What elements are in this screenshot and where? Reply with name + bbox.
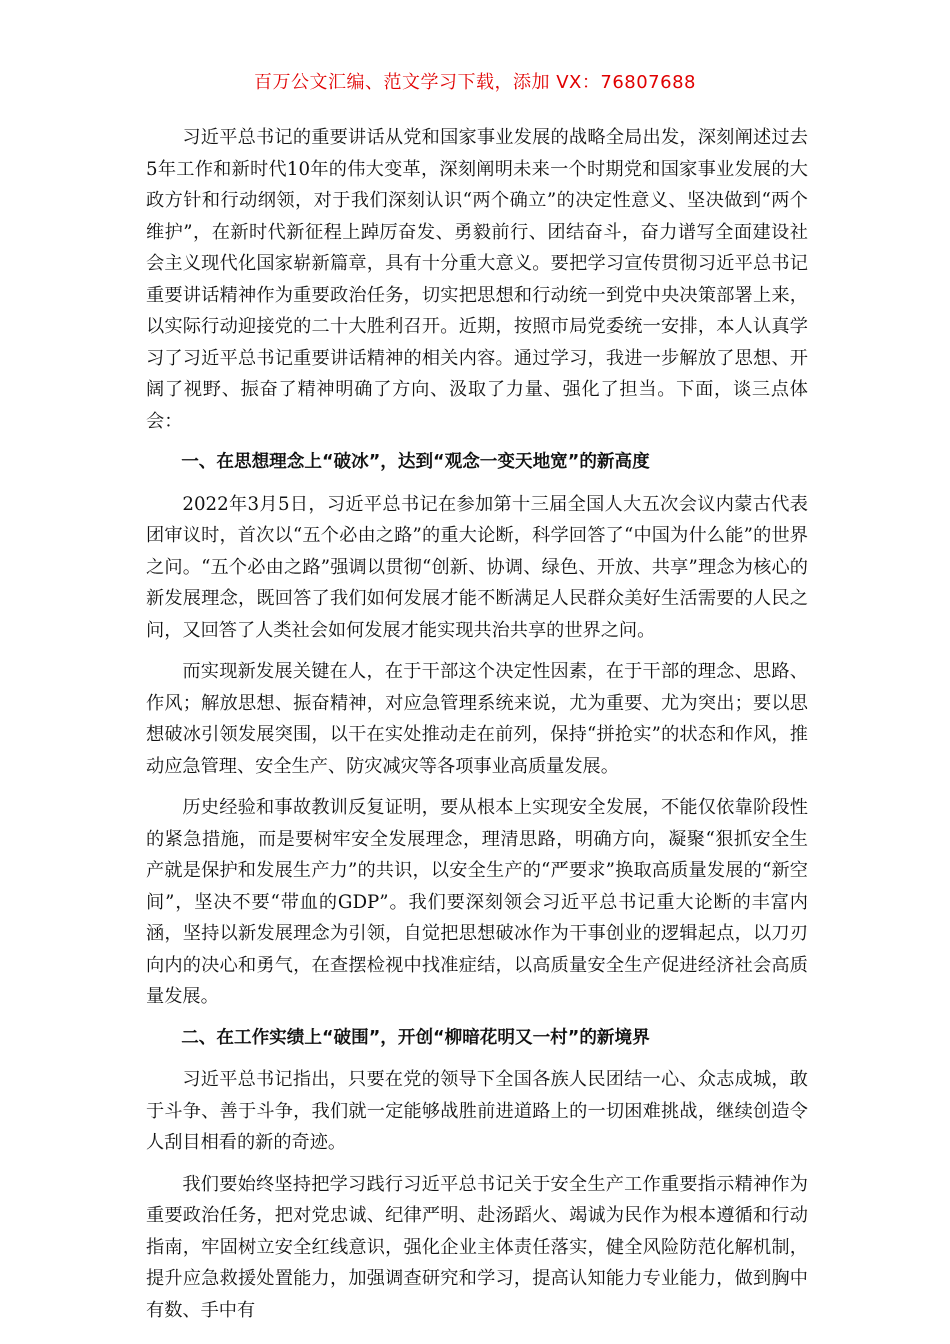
section-2-paragraph-1: 习近平总书记指出，只要在党的领导下全国各族人民团结一心、众志成城，敢于斗争、善于斗争，我们就一定能够战胜前进道路上的一切困难挑战，继续创造令人刮目相看的新的奇迹。 <box>146 1069 808 1153</box>
section-1-paragraph-1: 2022年3月5日，习近平总书记在参加第十三届全国人大五次会议内蒙古代表团审议时，首次以“五个必由之路”的重大论断，科学回答了“中国为什么能”的世界之问。“五个必由之路”强调以贯彻“创新、协调、绿色、开放、共享”理念为核心的新发展理念，既回答了我们如何发展才能不断满足人民群众美好生活需要的人民之问，又回答了人类社会如何发展才能实现共治共享的世界之问。 <box>146 493 808 641</box>
intro-paragraph: 习近平总书记的重要讲话从党和国家事业发展的战略全局出发，深刻阐述过去5年工作和新时代10年的伟大变革，深刻阐明未来一个时期党和国家事业发展的大政方针和行动纲领，对于我们深刻认识“两个确立”的决定性意义、坚决做到“两个维护”，在新时代新征程上踔厉奋发、勇毅前行、团结奋斗，奋力谱写全面建设社会主义现代化国家崭新篇章，具有十分重大意义。要把学习宣传贯彻习近平总书记重要讲话精神作为重要政治任务，切实把思想和行动统一到党中央决策部署上来，以实际行动迎接党的二十大胜利召开。近期，按照市局党委统一安排，本人认真学习了习近平总书记重要讲话精神的相关内容。通过学习，我进一步解放了思想、开阔了视野、振奋了精神明确了方向、汲取了力量、强化了担当。下面，谈三点体会： <box>146 127 808 432</box>
section-1-paragraph-3: 历史经验和事故教训反复证明，要从根本上实现安全发展，不能仅依靠阶段性的紧急措施，而是要树牢安全发展理念，理清思路，明确方向，凝聚“狠抓安全生产就是保护和发展生产力”的共识，以安全生产的“严要求”换取高质量发展的“新空间”，坚决不要“带血的GDP”。我们要深刻领会习近平总书记重大论断的丰富内涵，坚持以新发展理念为引领，自觉把思想破冰作为干事创业的逻辑起点，以刀刃向内的决心和勇气，在查摆检视中找准症结，以高质量安全生产促进经济社会高质量发展。 <box>146 797 808 1007</box>
section-1-heading: 一、在思想理念上“破冰”，达到“观念一变天地宽”的新高度 <box>181 452 650 472</box>
section-1-paragraph-2: 而实现新发展关键在人，在于干部这个决定性因素，在于干部的理念、思路、作风；解放思想、振奋精神，对应急管理系统来说，尤为重要、尤为突出；要以思想破冰引领发展突围，以干在实处推动走在前列，保持“拼抢实”的状态和作风，推动应急管理、安全生产、防灾减灾等各项事业高质量发展。 <box>146 661 808 777</box>
header-watermark: 百万公文汇编、范文学习下载，添加 VX：76807688 <box>254 72 696 93</box>
document-body <box>146 122 808 1336</box>
section-2-paragraph-2: 我们要始终坚持把学习践行习近平总书记关于安全生产工作重要指示精神作为重要政治任务，把对党忠诚、纪律严明、赴汤蹈火、竭诚为民作为根本遵循和行动指南，牢固树立安全红线意识，强化企业主体责任落实，健全风险防范化解机制，提升应急救援处置能力，加强调查研究和学习，提高认知能力专业能力，做到胸中有数、手中有 <box>146 1173 808 1321</box>
section-2-heading: 二、在工作实绩上“破围”，开创“柳暗花明又一村”的新境界 <box>181 1027 650 1048</box>
